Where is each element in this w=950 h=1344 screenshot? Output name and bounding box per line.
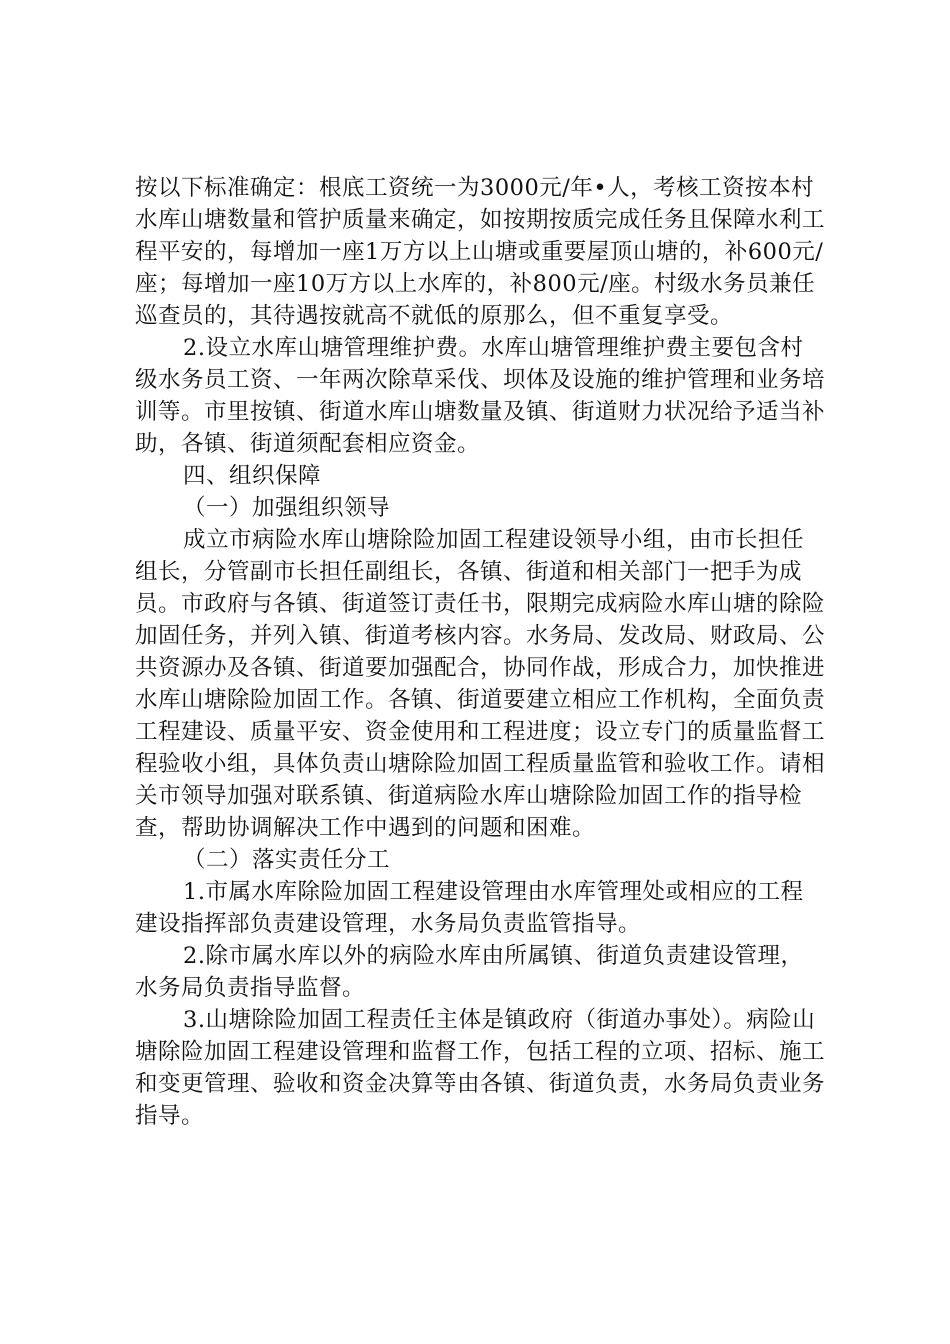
paragraph-city-reservoirs: 1.市属水库除险加固工程建设管理由水库管理处或相应的工程建设指挥部负责建设管理，水务局负责监管指导。 xyxy=(135,879,804,937)
paragraph-maintenance-fee: 2.设立水库山塘管理维护费。水库山塘管理维护费主要包含村级水务员工资、一年两次除草采伐、坝体及设施的维护管理和业务培训等。市里按镇、街道水库山塘数量及镇、街道财力状况给予适当补助，各镇、街道须配套相应资金。 xyxy=(135,335,826,457)
subheading-leadership: （一）加强组织领导 xyxy=(183,495,391,521)
paragraph-other-reservoirs: 2.除市属水库以外的病险水库由所属镇、街道负责建设管理，水务局负责指导监督。 xyxy=(135,943,804,1001)
paragraph-salary-standard: 按以下标准确定：根底工资统一为3000元/年•人，考核工资按本村水库山塘数量和管护质量来确定，如按期按质完成任务且保障水利工程平安的，每增加一座1万方以上山塘或重要屋顶山塘的，补600元/座；每增加一座10万方以上水库的，补800元/座。村级水务员兼任巡查员的，其待遇按就高不就低的原那么，但不重复享受。 xyxy=(135,175,826,329)
document-body xyxy=(135,172,825,1132)
paragraph-pond-responsibility: 3.山塘除险加固工程责任主体是镇政府（街道办事处）。病险山塘除险加固工程建设管理和监督工作，包括工程的立项、招标、施工和变更管理、验收和资金决算等由各镇、街道负责，水务局负责业务指导。 xyxy=(135,1007,826,1129)
subheading-responsibility: （二）落实责任分工 xyxy=(183,847,391,873)
section-heading-organization: 四、组织保障 xyxy=(183,463,322,489)
paragraph-leadership-group: 成立市病险水库山塘除险加固工程建设领导小组，由市长担任组长，分管副市长担任副组长，各镇、街道和相关部门一把手为成员。市政府与各镇、街道签订责任书，限期完成病险水库山塘的除险加固任务，并列入镇、街道考核内容。水务局、发改局、财政局、公共资源办及各镇、街道要加强配合，协同作战，形成合力，加快推进水库山塘除险加固工作。各镇、街道要建立相应工作机构，全面负责工程建设、质量平安、资金使用和工程进度；设立专门的质量监督工程验收小组，具体负责山塘除险加固工程质量监管和验收工作。请相关市领导加强对联系镇、街道病险水库山塘除险加固工作的指导检查，帮助协调解决工作中遇到的问题和困难。 xyxy=(135,527,826,841)
